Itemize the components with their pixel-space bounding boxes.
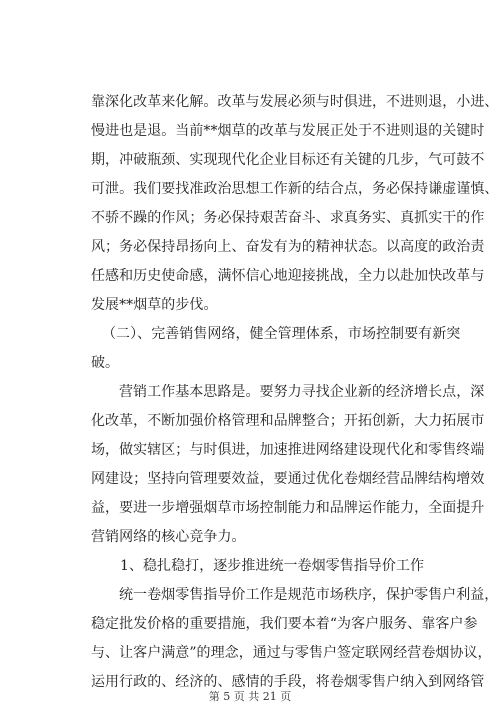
paragraph-line: 营销网络的核心竞争力。: [91, 529, 246, 545]
section-heading: （二）、完善销售网络，健全管理体系，市场控制要有新突: [102, 326, 461, 342]
paragraph-line: 网建设；坚持向管理要效益，要通过优化卷烟经营品牌结构增效: [91, 471, 485, 487]
paragraph-line: 靠深化改革来化解。改革与发展必须与时俱进，不进则退，小进、: [91, 94, 499, 110]
paragraph-line: 风；务必保持昂扬向上、奋发有为的精神状态。以高度的政治责: [91, 239, 485, 255]
paragraph-line: 期，冲破瓶颈、实现现代化企业目标还有关键的几步，气可鼓不: [91, 152, 485, 168]
paragraph-line: 统一卷烟零售指导价工作是规范市场秩序，保护零售户利益，: [119, 587, 499, 603]
paragraph-line: 益，要进一步增强烟草市场控制能力和品牌运作能力，全面提升: [91, 500, 485, 516]
subsection-heading: 1、稳扎稳打，逐步推进统一卷烟零售指导价工作: [120, 558, 425, 574]
paragraph-line: 不骄不躁的作风；务必保持艰苦奋斗、求真务实、真抓实干的作: [91, 210, 485, 226]
paragraph-line: 营销工作基本思路是。要努力寻找企业新的经济增长点，深: [119, 384, 485, 400]
page-footer: 第 5 页 共 21 页: [208, 690, 292, 703]
paragraph-line: 慢进也是退。当前**烟草的改革与发展正处于不进则退的关键时: [91, 123, 485, 139]
paragraph-line: 运用行政的、经济的、感情的手段，将卷烟零售户纳入到网络管: [91, 674, 485, 690]
paragraph-line: 发展**烟草的步伐。: [91, 297, 218, 313]
paragraph-line: 场，做实辖区；与时俱进，加速推进网络建设现代化和零售终端: [91, 442, 485, 458]
paragraph-line: 化改革，不断加强价格管理和品牌整合；开拓创新，大力拓展市: [91, 413, 485, 429]
paragraph-line: 可泄。我们要找准政治思想工作新的结合点，务必保持谦虚谨慎、: [91, 181, 499, 197]
paragraph-line: 任感和历史使命感，满怀信心地迎接挑战，全力以赴加快改革与: [91, 268, 485, 284]
paragraph-line: 与、让客户满意”的理念，通过与零售户签定联网经营卷烟协议，: [91, 645, 492, 661]
paragraph-line: 稳定批发价格的重要措施，我们要本着“为客户服务、靠客户参: [91, 616, 478, 632]
section-heading-continued: 破。: [91, 355, 120, 371]
